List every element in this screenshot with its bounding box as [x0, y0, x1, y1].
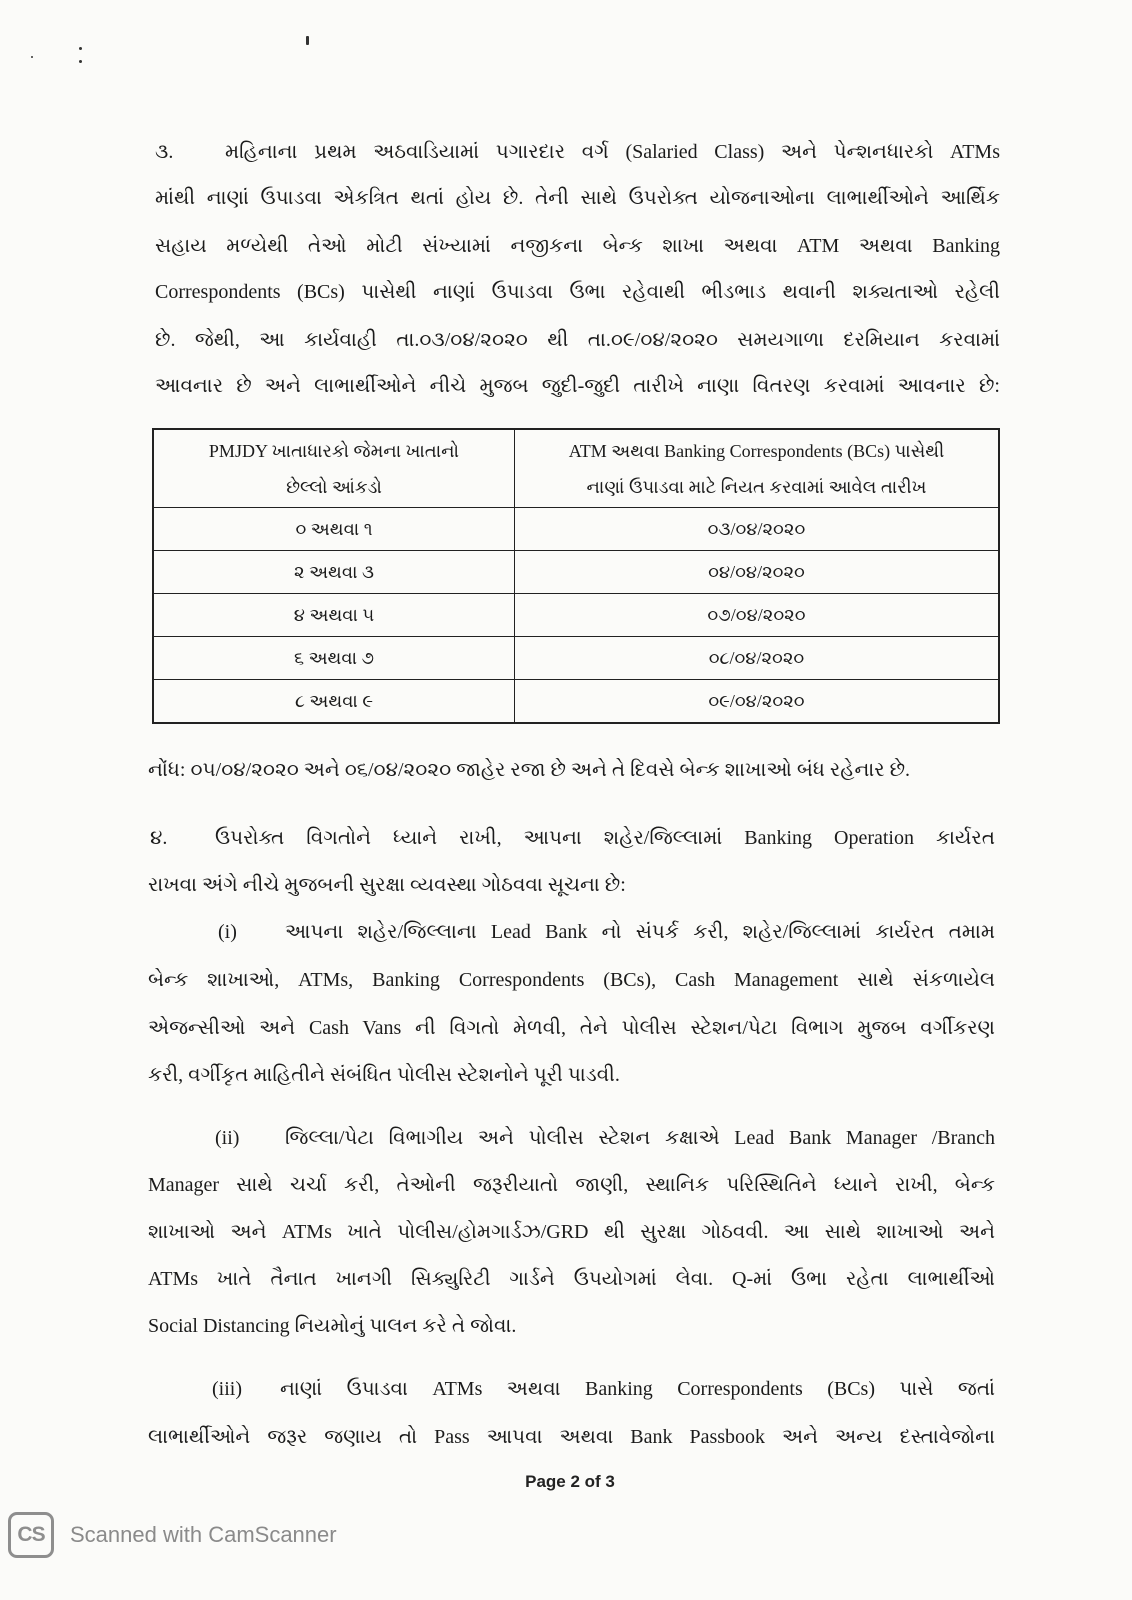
section-3-line: આવનાર છે અને લાભાર્થીઓને નીચે મુજબ જુદી-જુદી તારીખે નાણા વિતરણ કરવામાં આવનાર છે:: [155, 375, 1000, 397]
table-cell-digits: ૦ અથવા ૧: [153, 508, 515, 551]
table-header-line: નાણાં ઉપાડવા માટે નિયત કરવામાં આવેલ તારીખ: [586, 476, 927, 497]
table-cell-date: ૦૪/૦૪/૨૦૨૦: [515, 551, 1000, 594]
item-ii-line: શાખાઓ અને ATMs ખાતે પોલીસ/હોમગાર્ડઝ/GRD થી સુરક્ષા ગોઠવવી. આ સાથે શાખાઓ અને: [148, 1221, 995, 1243]
table-header-line: PMJDY ખાતાધારકો જેમના ખાતાનો: [208, 440, 460, 461]
section-3-line: માંથી નાણાં ઉપાડવા એકત્રિત થતાં હોય છે. તેની સાથે ઉપરોક્ત યોજનાઓના લાભાર્થીઓને આર્થિક: [155, 187, 1000, 209]
table-header-row: [153, 429, 999, 508]
table-cell-digits: ૬ અથવા ૭: [153, 637, 515, 680]
item-ii-line: Social Distancing નિયમોનું પાલન કરે તે જોવા.: [148, 1315, 517, 1337]
table-cell-digits: ૨ અથવા ૩: [153, 551, 515, 594]
table-row: [153, 594, 999, 637]
camscanner-logo-icon: CS: [8, 1512, 54, 1558]
withdrawal-date-table: [152, 428, 1000, 724]
section-3-line: સહાય મળ્યેથી તેઓ મોટી સંખ્યામાં નજીકના બેન્ક શાખા અથવા ATM અથવા Banking: [155, 235, 1000, 257]
item-i-line: બેન્ક શાખાઓ, ATMs, Banking Correspondents (BCs), Cash Management સાથે સંકળાયેલ: [148, 969, 995, 991]
item-ii-line: Manager સાથે ચર્ચા કરી, તેઓની જરૂરીયાતો જાણી, સ્થાનિક પરિસ્થિતિને ધ્યાને રાખી, બેન્ક: [148, 1174, 995, 1196]
item-iii-line: નાણાં ઉપાડવા ATMs અથવા Banking Correspondents (BCs) પાસે જતાં: [280, 1378, 995, 1400]
table-cell-date: ૦૯/૦૪/૨૦૨૦: [515, 680, 1000, 724]
item-i-line: એજન્સીઓ અને Cash Vans ની વિગતો મેળવી, તેને પોલીસ સ્ટેશન/પેટા વિભાગ મુજબ વર્ગીકરણ: [148, 1017, 995, 1039]
table-header-withdrawal-date: [515, 429, 1000, 508]
table-cell-digits: ૮ અથવા ૯: [153, 680, 515, 724]
item-iii-line: લાભાર્થીઓને જરૂર જણાય તો Pass આપવા અથવા Bank Passbook અને અન્ય દસ્તાવેજોના: [148, 1426, 995, 1448]
scan-speck: [79, 47, 82, 50]
table-row: [153, 637, 999, 680]
item-i-line: કરી, વર્ગીકૃત માહિતીને સંબંધિત પોલીસ સ્ટેશનોને પૂરી પાડવી.: [148, 1064, 620, 1086]
camscanner-watermark: Scanned with CamScanner: [70, 1522, 337, 1547]
item-ii-line: જિલ્લા/પેટા વિભાગીય અને પોલીસ સ્ટેશન કક્ષાએ Lead Bank Manager /Branch: [285, 1127, 995, 1149]
section-3-line: મહિનાના પ્રથમ અઠવાડિયામાં પગારદાર વર્ગ (Salaried Class) અને પેન્શનધારકો ATMs: [225, 141, 1000, 163]
section-4-number: ૪.: [150, 827, 168, 849]
item-iii-marker: (iii): [212, 1378, 242, 1400]
table-cell-date: ૦૩/૦૪/૨૦૨૦: [515, 508, 1000, 551]
table-row: [153, 680, 999, 724]
table-cell-date: ૦૭/૦૪/૨૦૨૦: [515, 594, 1000, 637]
item-i-line: આપના શહેર/જિલ્લાના Lead Bank નો સંપર્ક કરી, શહેર/જિલ્લામાં કાર્યરત તમામ: [285, 921, 995, 943]
table-row: [153, 508, 999, 551]
section-4-line: રાખવા અંગે નીચે મુજબની સુરક્ષા વ્યવસ્થા ગોઠવવા સૂચના છે:: [148, 874, 626, 896]
scan-speck: [79, 60, 82, 63]
section-3-number: ૩.: [155, 141, 174, 163]
section-3-line: છે. જેથી, આ કાર્યવાહી તા.૦૩/૦૪/૨૦૨૦ થી તા.૦૯/૦૪/૨૦૨૦ સમયગાળા દરમિયાન કરવામાં: [155, 329, 1000, 351]
table-header-line: ATM અથવા Banking Correspondents (BCs) પાસેથી: [568, 440, 945, 461]
table-cell-digits: ૪ અથવા ૫: [153, 594, 515, 637]
scan-speck: [306, 36, 309, 45]
section-4-line: ઉપરોક્ત વિગતોને ધ્યાને રાખી, આપના શહેર/જિલ્લામાં Banking Operation કાર્યરત: [215, 827, 995, 849]
item-i-marker: (i): [218, 921, 237, 943]
section-3-line: Correspondents (BCs) પાસેથી નાણાં ઉપાડવા ઉભા રહેવાથી ભીડભાડ થવાની શક્યતાઓ રહેલી: [155, 281, 1000, 303]
item-ii-marker: (ii): [215, 1127, 240, 1149]
scan-speck: [31, 56, 33, 58]
table-header-account-digit: [153, 429, 515, 508]
table-row: [153, 551, 999, 594]
holiday-note: નોંધ: ૦૫/૦૪/૨૦૨૦ અને ૦૬/૦૪/૨૦૨૦ જાહેર રજા છે અને તે દિવસે બેન્ક શાખાઓ બંધ રહેનાર છે.: [148, 759, 911, 781]
item-ii-line: ATMs ખાતે તૈનાત ખાનગી સિક્યુરિટી ગાર્ડને ઉપયોગમાં લેવા. Q-માં ઉભા રહેતા લાભાર્થીઓ: [148, 1268, 995, 1290]
page-number: Page 2 of 3: [525, 1472, 615, 1491]
table-header-line: છેલ્લો આંકડો: [286, 476, 382, 497]
table-cell-date: ૦૮/૦૪/૨૦૨૦: [515, 637, 1000, 680]
